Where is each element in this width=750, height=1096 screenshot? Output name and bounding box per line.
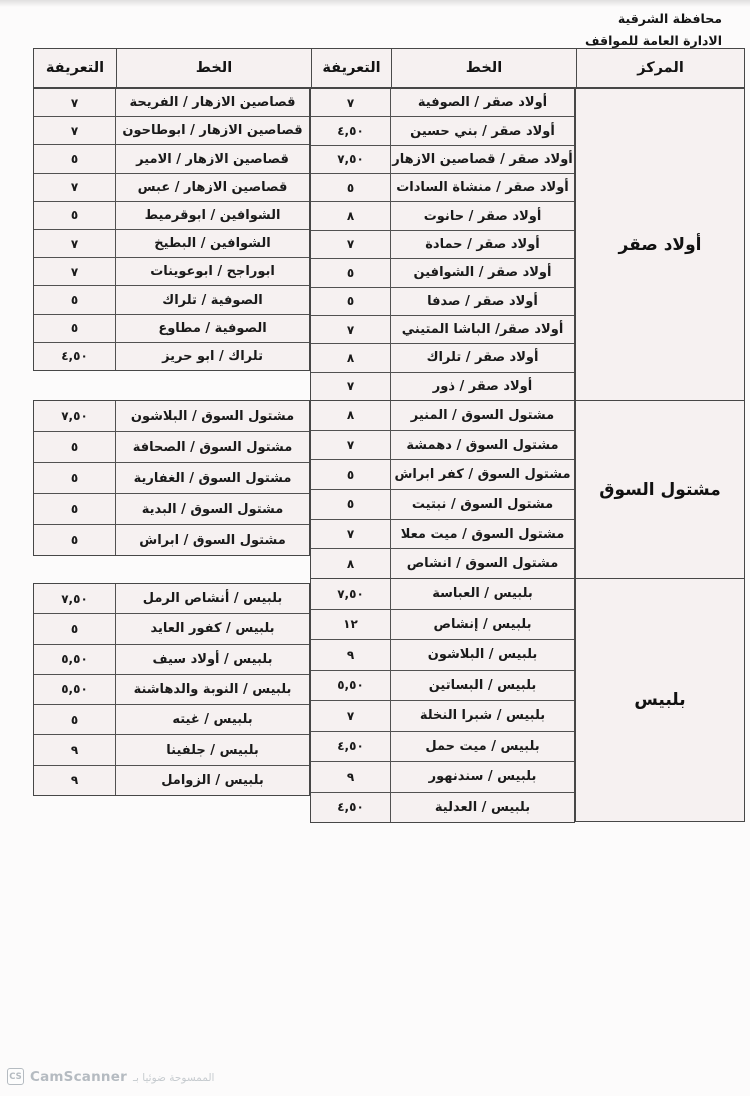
- table-row: [34, 613, 309, 643]
- header-cell-line-right: الخط: [391, 49, 576, 87]
- tariff-cell: ٥: [311, 174, 391, 201]
- line-cell: الصوفية / تلراك: [162, 292, 263, 308]
- line-cell: مشتول السوق / دهمشة: [406, 437, 559, 453]
- tariff-cell: ٧: [311, 431, 391, 460]
- header-cell-center: المركز: [576, 49, 744, 87]
- center-cell-mashtoul-elsouq: مشتول السوق: [575, 400, 745, 579]
- tariff-cell: ٥: [34, 432, 116, 462]
- tariff-cell: ٥: [311, 288, 391, 315]
- line-cell: أولاد صقر / بني حسين: [410, 123, 555, 139]
- line-cell: بلبيس / إنشاص: [433, 616, 532, 632]
- tariff-cell: ٧: [311, 520, 391, 549]
- tariff-cell: ٨: [311, 401, 391, 430]
- tariff-cell: ٥: [311, 259, 391, 286]
- line-cell: الصوفية / مطاوع: [158, 320, 267, 336]
- table-row: [34, 493, 309, 524]
- tariff-cell: ٥,٥٠: [311, 671, 391, 701]
- governorate-title: محافظة الشرقية: [617, 11, 722, 26]
- line-cell: بلبيس / الزوامل: [161, 772, 264, 788]
- line-cell: مشتول السوق / نبتيت: [411, 496, 554, 512]
- center-cell-awlad-saqr: أولاد صقر: [575, 88, 745, 401]
- table-row: [34, 734, 309, 764]
- table-row: [311, 579, 574, 609]
- table-row: [34, 462, 309, 493]
- camscanner-arabic-label: الممسوحة ضوئيا بـ: [132, 1071, 215, 1084]
- tariff-cell: ٧,٥٠: [34, 584, 116, 613]
- tariff-cell: ٥: [34, 494, 116, 524]
- line-cell: أولاد صقر / الصوفية: [417, 95, 548, 111]
- tariff-cell: ٧,٥٠: [311, 579, 391, 609]
- tariff-cell: ٧,٥٠: [311, 146, 391, 173]
- table-row: [34, 674, 309, 704]
- table-row: [311, 609, 574, 640]
- tariff-cell: ٧: [311, 89, 391, 116]
- line-cell: أولاد صقر / الشوافين: [413, 265, 552, 281]
- tariff-cell: ٨: [311, 549, 391, 578]
- table-row: [311, 792, 574, 823]
- line-cell: أولاد صقر / منشاة السادات: [396, 180, 569, 196]
- header-cell-tariff-left: التعريفة: [45, 60, 105, 76]
- table-row: [311, 201, 574, 229]
- table-row: [311, 401, 574, 430]
- tariff-cell: ٥: [311, 490, 391, 519]
- line-cell: أولاد صقر / حانوت: [423, 208, 542, 224]
- table-row: [34, 431, 309, 462]
- line-cell: بلبيس / العباسة: [432, 586, 533, 602]
- tariff-cell: ٧,٥٠: [34, 401, 116, 431]
- tariff-cell: ٤,٥٠: [34, 343, 116, 370]
- tariff-cell: ٨: [311, 202, 391, 229]
- table-row: [311, 761, 574, 792]
- table-row: [311, 173, 574, 201]
- header-cell-tariff-mid: التعريفة: [311, 49, 391, 87]
- table-row: [34, 644, 309, 674]
- tariff-cell: ٩: [311, 762, 391, 792]
- table-row: [311, 519, 574, 549]
- table-row: [311, 459, 574, 489]
- camscanner-label: CamScanner: [30, 1068, 127, 1085]
- tariff-cell: ٧: [34, 89, 116, 116]
- line-cell: بلبيس / البساتين: [428, 677, 537, 693]
- table-row: [311, 731, 574, 762]
- line-cell: الشوافين / ابوقرميط: [144, 207, 281, 223]
- line-cell: قصاصين الازهار / الفريحة: [129, 95, 296, 111]
- tariff-cell: ٥,٥٠: [34, 645, 116, 674]
- table-row: [34, 584, 309, 613]
- table-row: [34, 116, 309, 144]
- line-cell: تلراك / ابو حريز: [162, 348, 263, 364]
- table-row: [34, 144, 309, 172]
- tariff-cell: ٧: [311, 373, 391, 400]
- tariff-cell: ٧: [34, 230, 116, 257]
- line-cell: أولاد صقر / ذور: [432, 378, 533, 394]
- line-cell: بلبيس / العدلية: [434, 799, 531, 815]
- tariff-cell: ٧: [34, 174, 116, 201]
- line-cell: بلبيس / جلفينا: [166, 742, 259, 758]
- line-cell: أولاد صقر / حمادة: [425, 236, 540, 252]
- line-cell: بلبيس / كفور العايد: [150, 621, 275, 637]
- tariff-cell: ٥: [34, 463, 116, 493]
- department-title: الادارة العامة للمواقف: [585, 33, 722, 48]
- table-row: [34, 704, 309, 734]
- line-cell: مشتول السوق / البلاشون: [130, 408, 295, 424]
- table-row: [311, 548, 574, 578]
- line-cell: بلبيس / ميت حمل: [425, 738, 540, 754]
- line-cell: أولاد صقر / صدفا: [427, 293, 538, 309]
- table-row: [311, 372, 574, 400]
- table-row: [34, 765, 309, 795]
- tariff-cell: ٧: [34, 258, 116, 285]
- line-cell: بلبيس / أولاد سيف: [152, 651, 273, 667]
- tariff-cell: ٩: [311, 640, 391, 670]
- line-cell: قصاصين الازهار / ابوطاحون: [122, 123, 303, 139]
- table-row: [311, 287, 574, 315]
- line-cell: مشتول السوق / ابراش: [139, 532, 286, 548]
- table-header-row: [33, 48, 745, 88]
- routes-block-left-belbeis: [33, 583, 310, 796]
- table-row: [311, 489, 574, 519]
- tariff-cell: ٥: [34, 525, 116, 555]
- tariff-cell: ٩: [34, 766, 116, 795]
- line-cell: بلبيس / أنشاص الرمل: [142, 591, 283, 607]
- tariff-cell: ٧: [34, 117, 116, 144]
- table-row: [34, 201, 309, 229]
- document-header: [585, 11, 722, 48]
- table-row: [34, 285, 309, 313]
- camscanner-logo-icon: CS: [7, 1068, 24, 1085]
- line-cell: أولاد صقر/ الباشا المتيني: [401, 322, 564, 338]
- table-row: [311, 89, 574, 116]
- table-row: [311, 700, 574, 731]
- table-row: [34, 314, 309, 342]
- tariff-cell: ١٢: [311, 610, 391, 640]
- line-cell: بلبيس / النوبة والدهاشنة: [133, 681, 292, 697]
- line-cell: بلبيس / شبرا النخلة: [419, 708, 546, 724]
- tariff-cell: ٧: [311, 316, 391, 343]
- table-row: [34, 401, 309, 431]
- routes-block-left-awlad-saqr: [33, 88, 310, 371]
- line-cell: بلبيس / غيته: [172, 712, 253, 728]
- routes-block-right-mashtoul-elsouq: [310, 400, 575, 579]
- table-row: [34, 524, 309, 555]
- tariff-cell: ٥: [34, 705, 116, 734]
- header-cell-line-left: الخط: [116, 49, 311, 87]
- table-row: [311, 430, 574, 460]
- line-cell: مشتول السوق / المنير: [410, 407, 555, 423]
- line-cell: الشوافين / البطيخ: [154, 236, 271, 252]
- line-cell: قصاصين الازهار / الامير: [136, 151, 289, 167]
- tariff-cell: ٥: [34, 614, 116, 643]
- tariff-cell: ٤,٥٠: [311, 793, 391, 823]
- tariff-cell: ٥: [311, 460, 391, 489]
- tariff-cell: ٧: [311, 231, 391, 258]
- tariff-cell: ٥: [34, 202, 116, 229]
- tariff-cell: ٩: [34, 735, 116, 764]
- tariff-cell: ٥: [34, 286, 116, 313]
- tariff-cell: ٤,٥٠: [311, 117, 391, 144]
- table-row: [311, 639, 574, 670]
- table-row: [34, 342, 309, 370]
- tariff-cell: ٥: [34, 145, 116, 172]
- line-cell: بلبيس / سندنهور: [428, 769, 537, 785]
- line-cell: مشتول السوق / كفر ابراش: [394, 467, 571, 483]
- line-cell: قصاصين الازهار / عبس: [137, 179, 288, 195]
- line-cell: مشتول السوق / ميت معلا: [400, 526, 565, 542]
- table-row: [311, 230, 574, 258]
- tariff-cell: ٧: [311, 701, 391, 731]
- table-row: [311, 670, 574, 701]
- tariff-cell: ٨: [311, 344, 391, 371]
- table-row: [311, 343, 574, 371]
- table-row: [311, 116, 574, 144]
- routes-block-right-awlad-saqr: [310, 88, 575, 401]
- line-cell: مشتول السوق / الغفارية: [133, 470, 292, 486]
- table-row: [34, 173, 309, 201]
- routes-block-right-belbeis: [310, 578, 575, 823]
- camscanner-watermark: [7, 1068, 214, 1085]
- table-row: [311, 315, 574, 343]
- table-row: [34, 257, 309, 285]
- line-cell: أولاد صقر / تلراك: [426, 350, 539, 366]
- line-cell: مشتول السوق / البدية: [141, 501, 284, 517]
- table-row: [311, 145, 574, 173]
- line-cell: مشتول السوق / الصحافة: [132, 439, 293, 455]
- center-cell-belbeis: بلبيس: [575, 578, 745, 822]
- tariff-cell: ٥,٥٠: [34, 675, 116, 704]
- line-cell: بلبيس / البلاشون: [427, 647, 538, 663]
- table-row: [34, 229, 309, 257]
- tariff-cell: ٥: [34, 315, 116, 342]
- table-row: [311, 258, 574, 286]
- line-cell: ابوراجح / ابوعوينات: [150, 264, 275, 280]
- routes-block-left-mashtoul-elsouq: [33, 400, 310, 556]
- line-cell: أولاد صقر / قصاصين الازهار: [392, 151, 573, 167]
- table-row: [34, 89, 309, 116]
- tariff-cell: ٤,٥٠: [311, 732, 391, 762]
- line-cell: مشتول السوق / انشاص: [406, 556, 559, 572]
